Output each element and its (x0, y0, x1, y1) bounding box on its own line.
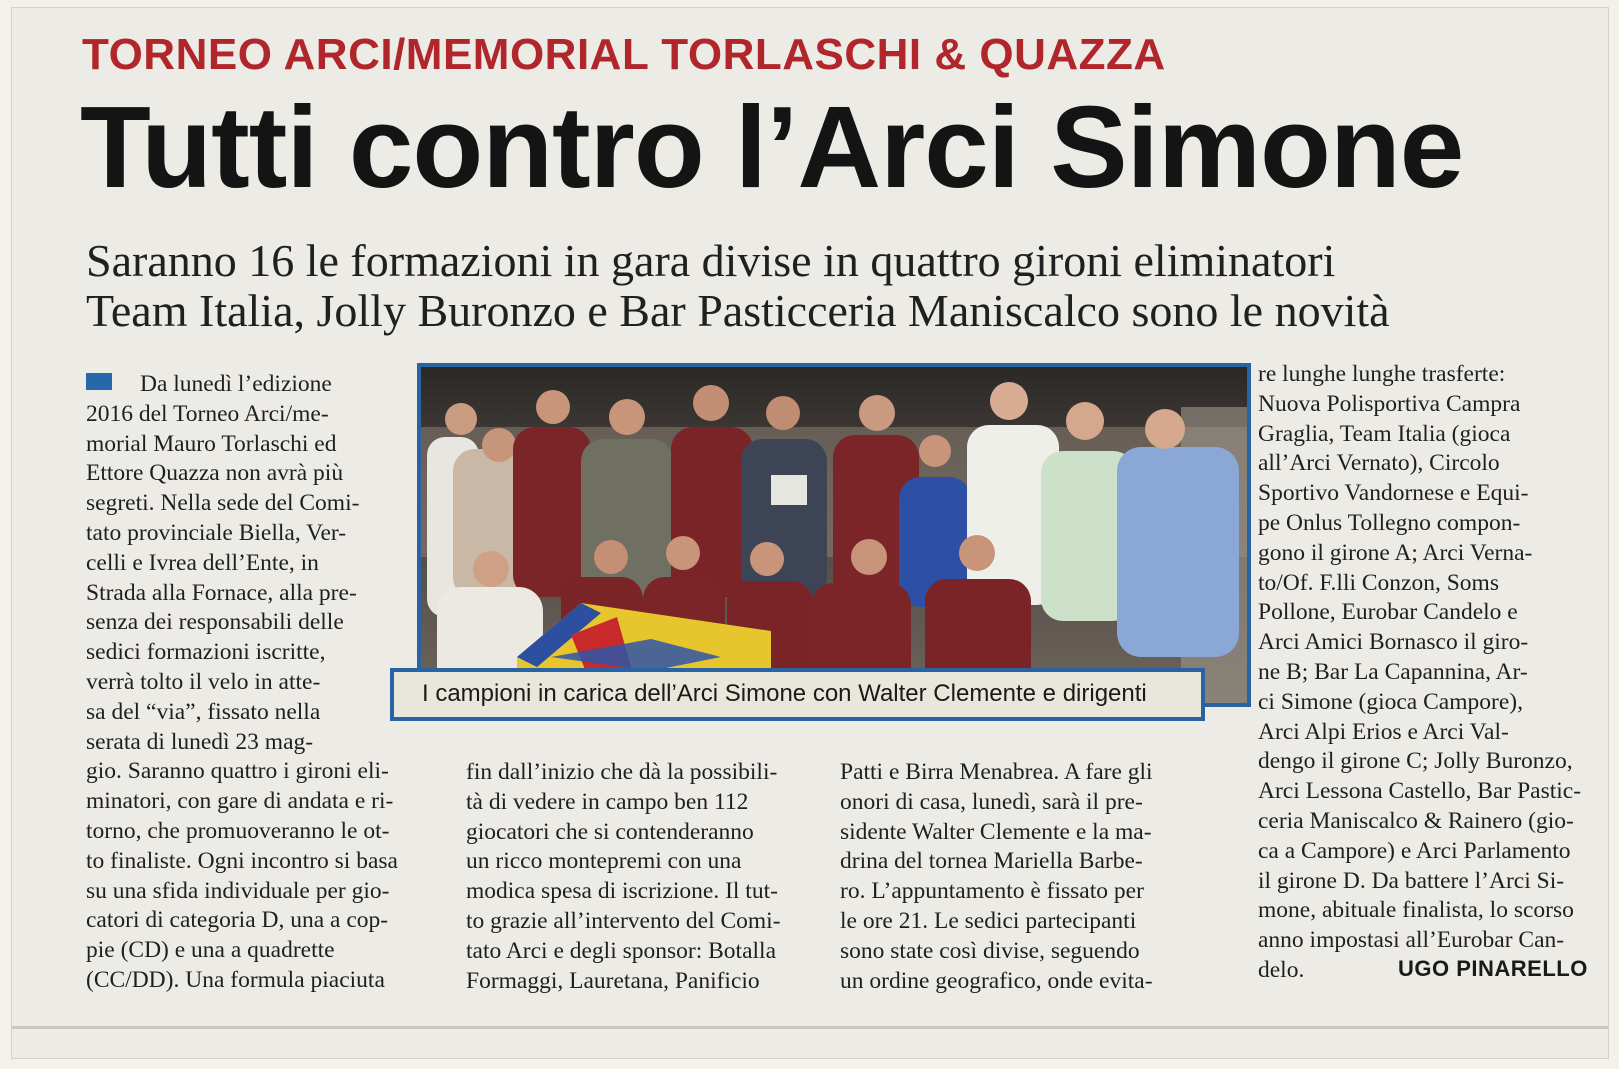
text-line (466, 818, 781, 848)
photo-caption: I campioni in carica dell’Arci Simone con Walter Clemente e dirigenti (390, 668, 1205, 721)
text-line-content: ceria Maniscalco & Rainero (gio- (1258, 807, 1574, 834)
text-line (86, 430, 398, 460)
text-line-content: onori di casa, lunedì, sarà il pre- (840, 788, 1143, 815)
text-line-content: to finaliste. Ogni incontro si basa (86, 847, 398, 874)
text-line-content: Ettore Quazza non avrà più (86, 460, 344, 487)
text-line (466, 937, 781, 967)
text-line-content: un ordine geografico, onde evita- (840, 967, 1153, 994)
text-line (1258, 747, 1581, 777)
text-line-content: tato provinciale Biella, Ver- (86, 519, 347, 546)
text-line-content: Sportivo Vandornese e Equi- (1258, 480, 1529, 507)
text-line-content: delo. (1258, 956, 1305, 983)
text-line-content: mone, abituale finalista, lo scorso (1258, 897, 1574, 924)
text-line-content: un ricco montepremi con una (466, 848, 742, 875)
text-line-content: Patti e Birra Menabrea. A fare gli (840, 759, 1153, 785)
text-line-content: gono il girone A; Arci Verna- (1258, 539, 1533, 566)
article-column-1 (86, 370, 398, 996)
text-line-content: to/Of. F.lli Conzon, Soms (1258, 569, 1499, 596)
text-line-content: catori di categoria D, una a cop- (86, 907, 389, 934)
text-line-content: sono state così divise, seguendo (840, 937, 1140, 964)
text-line-content: Arci Amici Bornasco il giro- (1258, 629, 1529, 656)
text-line-content: ro. L’appuntamento è fissato per (840, 878, 1144, 905)
text-line (1258, 420, 1581, 450)
text-line-content: minatori, con gare di andata e ri- (86, 788, 394, 815)
text-line (1258, 777, 1581, 807)
text-line (1258, 867, 1581, 897)
text-line (466, 877, 781, 907)
text-line (1258, 479, 1581, 509)
text-line (86, 847, 398, 877)
text-line-content: tà di vedere in campo ben 112 (466, 788, 749, 815)
text-line (86, 370, 398, 400)
text-line (1258, 449, 1581, 479)
text-line (1258, 539, 1581, 569)
text-line (86, 549, 398, 579)
text-line (840, 907, 1153, 937)
text-line-content: sidente Walter Clemente e la ma- (840, 818, 1152, 845)
article-column-4 (1258, 360, 1581, 986)
text-line (86, 757, 398, 787)
text-line (86, 877, 398, 907)
text-line (466, 967, 781, 997)
newspaper-clipping (12, 8, 1608, 1058)
article-headline: Tutti contro l’Arci Simone (80, 82, 1464, 212)
text-line-content: Nuova Polisportiva Campra (1258, 390, 1521, 417)
text-line (1258, 390, 1581, 420)
text-line (86, 608, 398, 638)
paragraph-bullet-icon (86, 373, 112, 390)
text-line (86, 906, 398, 936)
text-line (86, 698, 398, 728)
text-line (466, 907, 781, 937)
text-line (86, 668, 398, 698)
text-line (466, 788, 781, 818)
text-line (86, 400, 398, 430)
text-line-content: sa del “via”, fissato nella (86, 698, 321, 725)
text-line (840, 758, 1153, 788)
text-line-content: verrà tolto il velo in atte- (86, 668, 321, 695)
text-line-content: ca a Campore) e Arci Parlamento (1258, 837, 1571, 864)
text-line-content: sedici formazioni iscritte, (86, 639, 326, 666)
text-line (86, 728, 398, 758)
paper-edge (12, 1026, 1608, 1029)
text-line-content: Da lunedì l’edizione (140, 371, 332, 397)
text-line (1258, 628, 1581, 658)
text-line-content: Strada alla Fornace, alla pre- (86, 579, 357, 606)
text-line-content: su una sfida individuale per gio- (86, 877, 390, 904)
text-line-content: Pollone, Eurobar Candelo e (1258, 599, 1518, 626)
text-line-content: segreti. Nella sede del Comi- (86, 490, 360, 517)
text-line (86, 579, 398, 609)
team-photo (417, 363, 1251, 707)
text-line-content: modica spesa di iscrizione. Il tut- (466, 878, 778, 905)
text-line-content: le ore 21. Le sedici partecipanti (840, 907, 1137, 934)
text-line-content: giocatori che si contenderanno (466, 818, 754, 845)
text-line (1258, 837, 1581, 867)
subhead-line: Team Italia, Jolly Buronzo e Bar Pasticceria Maniscalco sono le novità (86, 285, 1390, 336)
text-line-content: ci Simone (gioca Campore), (1258, 688, 1523, 715)
text-line-content: fin dall’inizio che dà la possibili- (466, 759, 778, 785)
text-line (1258, 360, 1581, 390)
text-line (840, 818, 1153, 848)
text-line (86, 817, 398, 847)
article-column-2 (466, 758, 781, 996)
text-line-content: pe Onlus Tollegno compon- (1258, 509, 1521, 536)
text-line (840, 937, 1153, 967)
text-line-content: dengo il girone C; Jolly Buronzo, (1258, 748, 1573, 775)
article-subheadline (86, 236, 1566, 336)
text-line (86, 787, 398, 817)
text-line (86, 936, 398, 966)
text-line (1258, 598, 1581, 628)
text-line (840, 877, 1153, 907)
text-line (840, 847, 1153, 877)
text-line-content: tato Arci e degli sponsor: Botalla (466, 937, 777, 964)
text-line-content: Formaggi, Lauretana, Panificio (466, 967, 760, 994)
text-line-content: all’Arci Vernato), Circolo (1258, 450, 1500, 477)
text-line-content: anno impostasi all’Eurobar Can- (1258, 927, 1565, 954)
text-line-content: (CC/DD). Una formula piaciuta (86, 966, 385, 993)
text-line-content: to grazie all’intervento del Comi- (466, 907, 781, 934)
article-column-3 (840, 758, 1153, 996)
article-byline: UGO PINARELLO (1398, 956, 1588, 981)
text-line-content: morial Mauro Torlaschi ed (86, 430, 337, 457)
text-line-content: torno, che promuoveranno le ot- (86, 817, 390, 844)
text-line (1258, 658, 1581, 688)
text-line-content: Arci Lessona Castello, Bar Pastic- (1258, 778, 1582, 805)
text-line (1258, 688, 1581, 718)
text-line (1258, 896, 1581, 926)
article-kicker: TORNEO ARCI/MEMORIAL TORLASCHI & QUAZZA (82, 30, 1166, 79)
text-line (1258, 718, 1581, 748)
text-line-content: 2016 del Torneo Arci/me- (86, 400, 329, 427)
text-line (86, 966, 398, 996)
text-line-content: re lunghe lunghe trasferte: (1258, 361, 1506, 387)
text-line (86, 489, 398, 519)
text-line (1258, 926, 1581, 956)
text-line (840, 788, 1153, 818)
text-line-content: il girone D. Da battere l’Arci Si- (1258, 867, 1565, 894)
text-line-content: Arci Alpi Erios e Arci Val- (1258, 718, 1509, 745)
text-line (1258, 807, 1581, 837)
text-line (86, 519, 398, 549)
text-line-content: senza dei responsabili delle (86, 609, 344, 636)
text-line (1258, 569, 1581, 599)
text-line (86, 459, 398, 489)
team-photo-illustration (421, 367, 1247, 703)
text-line (466, 847, 781, 877)
text-line-content: ne B; Bar La Capannina, Ar- (1258, 658, 1528, 685)
text-line-content: Graglia, Team Italia (gioca (1258, 420, 1511, 447)
text-line-content: celli e Ivrea dell’Ente, in (86, 549, 319, 576)
text-line (840, 967, 1153, 997)
text-line (466, 758, 781, 788)
text-line-content: drina del tornea Mariella Barbe- (840, 848, 1143, 875)
text-line-content: serata di lunedì 23 mag- (86, 728, 314, 755)
text-line (1258, 509, 1581, 539)
text-line-content: gio. Saranno quattro i gironi eli- (86, 758, 389, 785)
text-line-content: pie (CD) e una a quadrette (86, 937, 335, 964)
subhead-line: Saranno 16 le formazioni in gara divise in quattro gironi eliminatori (86, 235, 1336, 286)
text-line (86, 638, 398, 668)
